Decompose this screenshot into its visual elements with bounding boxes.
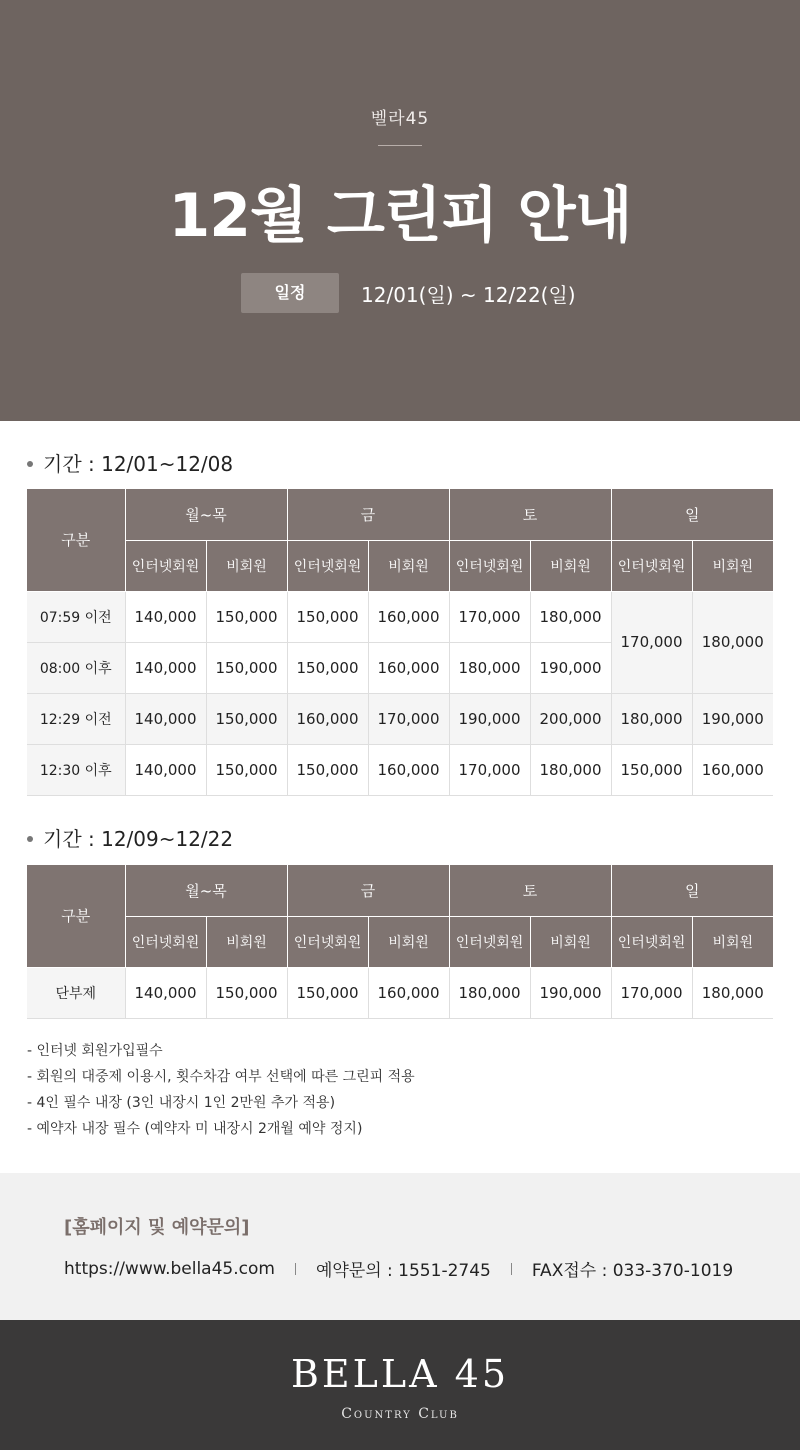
price-cell: 140,000: [125, 693, 206, 744]
contact-heading: [홈페이지 및 예약문의]: [64, 1217, 250, 1238]
fee-table-2: [27, 865, 773, 1019]
price-cell: 180,000: [692, 967, 773, 1018]
col-header-member: 인터넷회원: [125, 916, 206, 967]
period-heading-1: [27, 448, 233, 477]
price-cell: 150,000: [206, 693, 287, 744]
price-cell: 150,000: [206, 642, 287, 693]
col-header-nonmember: 비회원: [368, 540, 449, 591]
divider: [378, 145, 422, 146]
table-row: [27, 967, 773, 1018]
table-row: [27, 744, 773, 795]
price-cell: 200,000: [530, 693, 611, 744]
col-header-member: 인터넷회원: [611, 540, 692, 591]
col-header-sun: 일: [611, 865, 773, 916]
price-cell: 160,000: [368, 642, 449, 693]
price-cell: 160,000: [368, 591, 449, 642]
table-row: [27, 693, 773, 744]
price-cell: 150,000: [611, 744, 692, 795]
schedule: [241, 273, 576, 313]
col-header-sat: 토: [449, 489, 611, 540]
col-header-nonmember: 비회원: [206, 916, 287, 967]
footer-subtitle: Country Club: [341, 1406, 459, 1422]
page-title: 12월 그린피 안내: [168, 181, 632, 251]
price-cell: 180,000: [449, 642, 530, 693]
row-label: 07:59 이전: [27, 591, 125, 642]
hero-banner: [0, 0, 800, 421]
fax-number: FAX접수 : 033-370-1019: [531, 1261, 734, 1281]
price-cell: 190,000: [692, 693, 773, 744]
schedule-dates: 12/01(일) ~ 12/22(일): [361, 282, 576, 307]
price-cell: 190,000: [530, 642, 611, 693]
col-header-member: 인터넷회원: [125, 540, 206, 591]
table-row: [27, 591, 773, 642]
contact-section: [0, 1173, 800, 1320]
brand-name: 벨라45: [370, 109, 430, 129]
note-item: - 예약자 내장 필수 (예약자 미 내장시 2개월 예약 정지): [27, 1121, 363, 1137]
col-header-category: 구분: [27, 865, 125, 967]
note-item: - 회원의 대중제 이용시, 횟수차감 여부 선택에 따른 그린피 적용: [27, 1069, 415, 1085]
price-cell: 140,000: [125, 967, 206, 1018]
price-cell: 170,000: [368, 693, 449, 744]
fee-table-1: [27, 489, 773, 796]
col-header-member: 인터넷회원: [287, 916, 368, 967]
price-cell-merged: 170,000: [611, 591, 692, 693]
price-cell: 190,000: [530, 967, 611, 1018]
price-cell: 140,000: [125, 642, 206, 693]
price-cell: 170,000: [611, 967, 692, 1018]
price-cell: 150,000: [287, 967, 368, 1018]
col-header-member: 인터넷회원: [611, 916, 692, 967]
period-heading-2: [27, 823, 233, 852]
price-cell: 160,000: [368, 967, 449, 1018]
price-cell-merged: 180,000: [692, 591, 773, 693]
row-label: 단부제: [27, 967, 125, 1018]
col-header-member: 인터넷회원: [449, 540, 530, 591]
reservation-phone: 예약문의 : 1551-2745: [315, 1261, 491, 1281]
divider: [511, 1263, 512, 1275]
price-cell: 180,000: [449, 967, 530, 1018]
col-header-nonmember: 비회원: [692, 540, 773, 591]
price-cell: 180,000: [530, 591, 611, 642]
col-header-nonmember: 비회원: [692, 916, 773, 967]
bullet-icon: [27, 461, 33, 467]
col-header-sun: 일: [611, 489, 773, 540]
contact-line: [64, 1256, 733, 1281]
price-cell: 160,000: [287, 693, 368, 744]
col-header-fri: 금: [287, 865, 449, 916]
note-item: - 인터넷 회원가입필수: [27, 1043, 163, 1059]
col-header-mon-thu: 월~목: [125, 865, 287, 916]
col-header-nonmember: 비회원: [530, 540, 611, 591]
price-cell: 150,000: [206, 744, 287, 795]
note-item: - 4인 필수 내장 (3인 내장시 1인 2만원 추가 적용): [27, 1095, 336, 1111]
price-cell: 150,000: [206, 967, 287, 1018]
col-header-fri: 금: [287, 489, 449, 540]
website-link[interactable]: https://www.bella45.com: [64, 1258, 275, 1279]
price-cell: 180,000: [530, 744, 611, 795]
period-text: 기간 : 12/09~12/22: [43, 827, 234, 851]
col-header-category: 구분: [27, 489, 125, 591]
bullet-icon: [27, 836, 33, 842]
col-header-member: 인터넷회원: [449, 916, 530, 967]
row-label: 12:30 이후: [27, 744, 125, 795]
price-cell: 150,000: [287, 591, 368, 642]
price-cell: 150,000: [287, 642, 368, 693]
price-cell: 150,000: [287, 744, 368, 795]
col-header-nonmember: 비회원: [206, 540, 287, 591]
row-label: 12:29 이전: [27, 693, 125, 744]
price-cell: 170,000: [449, 591, 530, 642]
footer-logo: BELLA 45: [290, 1352, 509, 1396]
col-header-nonmember: 비회원: [368, 916, 449, 967]
price-cell: 140,000: [125, 591, 206, 642]
price-cell: 190,000: [449, 693, 530, 744]
footer: [0, 1320, 800, 1450]
price-cell: 160,000: [692, 744, 773, 795]
period-text: 기간 : 12/01~12/08: [43, 452, 234, 476]
schedule-badge: 일정: [241, 273, 339, 313]
price-cell: 180,000: [611, 693, 692, 744]
price-cell: 140,000: [125, 744, 206, 795]
price-cell: 170,000: [449, 744, 530, 795]
divider: [295, 1263, 296, 1275]
col-header-mon-thu: 월~목: [125, 489, 287, 540]
row-label: 08:00 이후: [27, 642, 125, 693]
col-header-nonmember: 비회원: [530, 916, 611, 967]
notes-list: [27, 1038, 415, 1142]
price-cell: 160,000: [368, 744, 449, 795]
col-header-sat: 토: [449, 865, 611, 916]
col-header-member: 인터넷회원: [287, 540, 368, 591]
price-cell: 150,000: [206, 591, 287, 642]
